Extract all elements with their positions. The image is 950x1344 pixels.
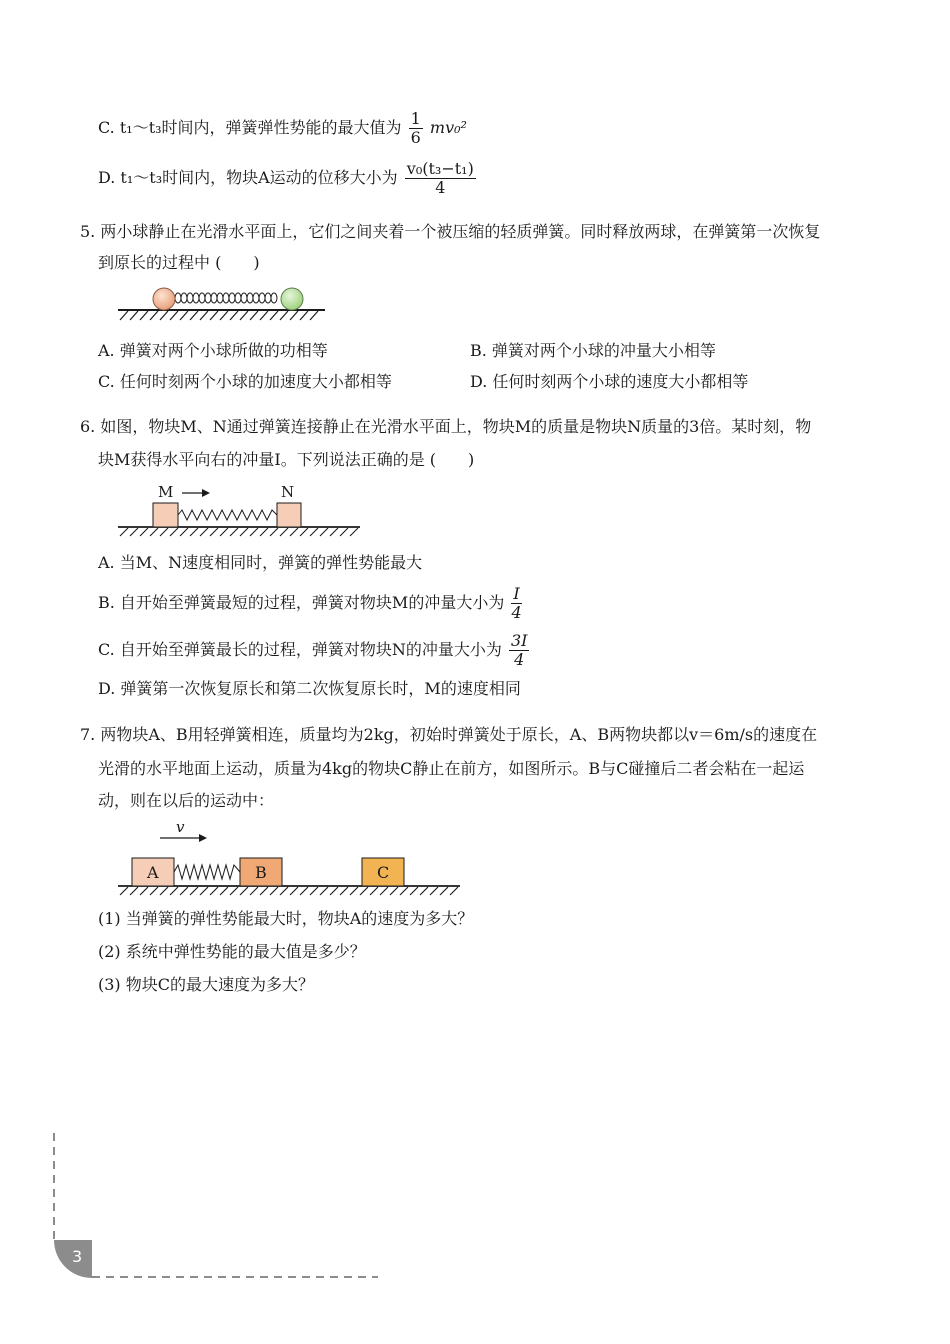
q7-stem: 7. 两物块A、B用轻弹簧相连，质量均为2kg，初始时弹簧处于原长，A、B两物块都以v＝6m/s的速度在 <box>80 725 818 744</box>
q6-blocks-spring-figure <box>114 478 366 540</box>
page-corner-dashes <box>40 1125 390 1285</box>
q7-sub-3: (3) 物块C的最大速度为多大？ <box>98 975 314 994</box>
q5-option-c: C. 任何时刻两个小球的加速度大小都相等 <box>98 372 392 391</box>
q6-option-c: C. 自开始至弹簧最长的过程，弹簧对物块N的冲量大小为 $\frac{3I}{4}$ <box>98 631 528 669</box>
fraction: $\frac{3I}{4}$ <box>510 631 528 669</box>
q5-stem: 5. 两小球静止在光滑水平面上，它们之间夹着一个被压缩的轻质弹簧。同时释放两球，在弹簧第一次恢复 <box>80 222 821 241</box>
q6-stem: 块M获得水平向右的冲量I。下列说法正确的是 ( ) <box>98 450 475 469</box>
q5-option-d: D. 任何时刻两个小球的速度大小都相等 <box>470 372 749 391</box>
q7-sub-1: (1) 当弹簧的弹性势能最大时，物块A的速度为多大？ <box>98 909 474 928</box>
label-v: v <box>176 818 185 836</box>
q6-option-b: B. 自开始至弹簧最短的过程，弹簧对物块M的冲量大小为 $\frac{I}{4}$ <box>98 584 522 622</box>
q7-blocks-figure <box>114 818 466 900</box>
q7-stem: 动，则在以后的运动中： <box>98 791 275 810</box>
label-m: M <box>158 483 174 501</box>
q6-stem: 6. 如图，物块M、N通过弹簧连接静止在光滑水平面上，物块M的质量是物块N质量的3倍。某时刻，物 <box>80 417 812 436</box>
fraction: $\frac{1}{6}$ <box>410 109 421 147</box>
fraction: $\frac{I}{4}$ <box>511 584 522 622</box>
label-b: B <box>255 863 267 882</box>
q5-option-a: A. 弹簧对两个小球所做的功相等 <box>98 341 328 360</box>
q5-balls-spring-figure <box>110 282 340 324</box>
q4-option-c: C. t₁～t₃时间内，弹簧弹性势能的最大值为 $\frac{1}{6}$ mv₀² <box>98 109 467 147</box>
label-n: N <box>281 483 295 501</box>
label-a: A <box>147 863 159 882</box>
q4-option-d: D. t₁～t₃时间内，物块A运动的位移大小为 $\frac{\text{v₀(t₃−t₁)}}{4}$ <box>98 159 474 197</box>
q6-option-a: A. 当M、N速度相同时，弹簧的弹性势能最大 <box>98 553 423 572</box>
q6-option-d: D. 弹簧第一次恢复原长和第二次恢复原长时，M的速度相同 <box>98 679 521 698</box>
q5-stem: 到原长的过程中 ( ) <box>98 253 260 272</box>
q7-stem: 光滑的水平地面上运动，质量为4kg的物块C静止在前方，如图所示。B与C碰撞后二者会粘在一起运 <box>98 759 805 778</box>
q5-option-b: B. 弹簧对两个小球的冲量大小相等 <box>470 341 716 360</box>
label-c: C <box>377 863 390 882</box>
q7-sub-2: (2) 系统中弹性势能的最大值是多少？ <box>98 942 366 961</box>
page-number: 3 <box>72 1247 83 1266</box>
fraction: $\frac{\text{v₀(t₃−t₁)}}{4}$ <box>406 159 474 197</box>
